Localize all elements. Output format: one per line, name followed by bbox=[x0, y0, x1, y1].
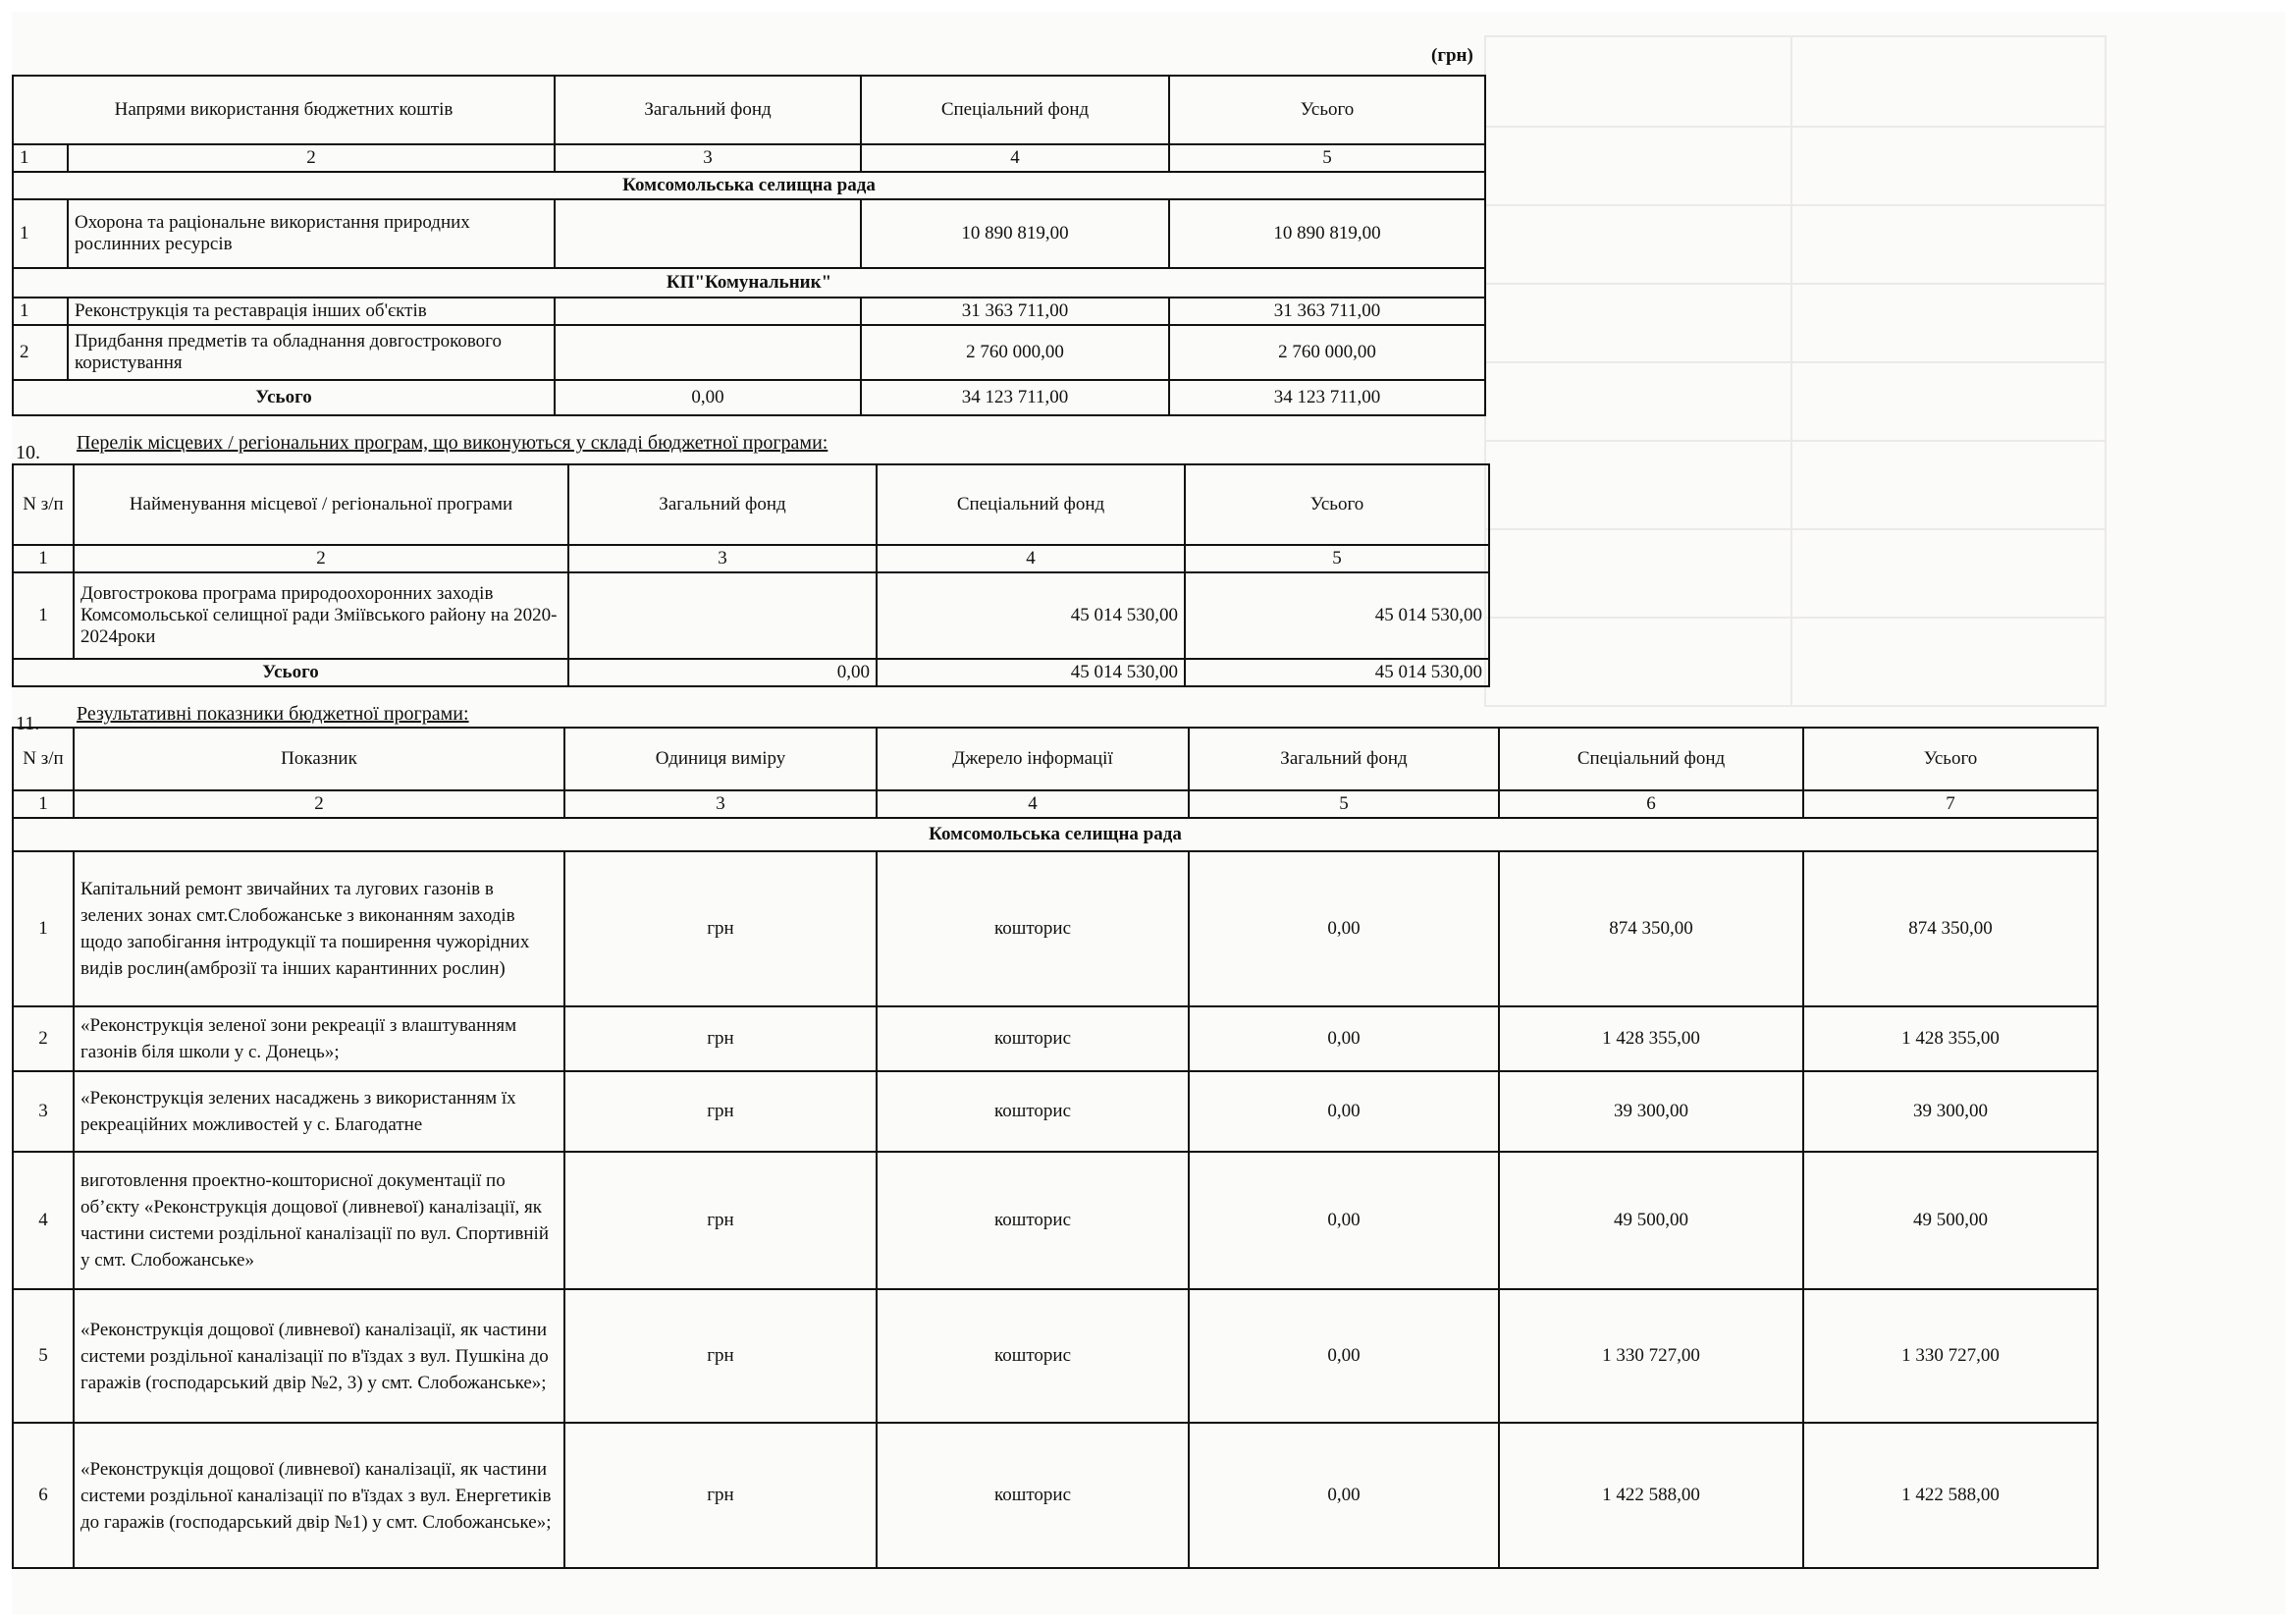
row-total: 45 014 530,00 bbox=[1185, 572, 1489, 659]
row-number: 1 bbox=[13, 298, 68, 325]
header-total: Усього bbox=[1185, 464, 1489, 545]
total-label: Усього bbox=[13, 659, 568, 686]
column-number-row bbox=[13, 545, 1489, 572]
header-number: N з/п bbox=[13, 728, 74, 790]
col-number: 4 bbox=[877, 545, 1185, 572]
header-total: Усього bbox=[1803, 728, 2098, 790]
table-row bbox=[13, 1289, 2098, 1423]
column-number-row bbox=[13, 144, 1485, 172]
table-header-row bbox=[13, 728, 2098, 790]
col-number: 3 bbox=[555, 144, 861, 172]
group-title: КП"Комунальник" bbox=[13, 268, 1485, 298]
section-11-number: 11. bbox=[16, 713, 40, 734]
header-general-fund: Загальний фонд bbox=[1189, 728, 1499, 790]
row-special: 45 014 530,00 bbox=[877, 572, 1185, 659]
row-general bbox=[555, 298, 861, 325]
table-row bbox=[13, 199, 1485, 268]
header-program-name: Найменування місцевої / регіональної програми bbox=[74, 464, 568, 545]
row-unit: грн bbox=[564, 1423, 877, 1568]
row-general bbox=[568, 572, 877, 659]
row-name: Довгострокова програма природоохоронних заходів Комсомольської селищної ради Змiївського району на 2020-2024роки bbox=[74, 572, 568, 659]
row-special: 10 890 819,00 bbox=[861, 199, 1169, 268]
row-source: кошторис bbox=[877, 1289, 1189, 1423]
row-number: 5 bbox=[13, 1289, 74, 1423]
group-title-row bbox=[13, 172, 1485, 199]
table-row bbox=[13, 1006, 2098, 1071]
row-source: кошторис bbox=[877, 1152, 1189, 1289]
col-number: 3 bbox=[568, 545, 877, 572]
row-general: 0,00 bbox=[1189, 851, 1499, 1006]
col-number: 2 bbox=[74, 545, 568, 572]
row-name: Капітальний ремонт звичайних та лугових газонів в зелених зонах смт.Слобожанське з виконанням заходів щодо запобігання інтродукції та поширення чужорідних видів рослин(амброзії та інших карантинних рослин) bbox=[74, 851, 564, 1006]
regional-programs-table bbox=[12, 463, 1490, 687]
performance-indicators-table bbox=[12, 727, 2099, 1569]
row-unit: грн bbox=[564, 1152, 877, 1289]
col-number: 3 bbox=[564, 790, 877, 818]
col-number: 2 bbox=[68, 144, 555, 172]
row-special: 874 350,00 bbox=[1499, 851, 1803, 1006]
group-title: Комсомольська селищна рада bbox=[13, 172, 1485, 199]
total-total: 34 123 711,00 bbox=[1169, 380, 1485, 415]
row-number: 1 bbox=[13, 199, 68, 268]
col-number: 1 bbox=[13, 790, 74, 818]
row-number: 2 bbox=[13, 1006, 74, 1071]
table-row bbox=[13, 298, 1485, 325]
col-number: 1 bbox=[13, 545, 74, 572]
row-source: кошторис bbox=[877, 1423, 1189, 1568]
total-row bbox=[13, 659, 1489, 686]
header-directions: Напрями використання бюджетних коштів bbox=[13, 76, 555, 144]
total-general: 0,00 bbox=[568, 659, 877, 686]
row-total: 1 428 355,00 bbox=[1803, 1006, 2098, 1071]
table-row bbox=[13, 1071, 2098, 1152]
row-special: 2 760 000,00 bbox=[861, 325, 1169, 380]
col-number: 6 bbox=[1499, 790, 1803, 818]
bleed-through-table bbox=[1484, 35, 2107, 707]
col-number: 5 bbox=[1185, 545, 1489, 572]
row-name: «Реконструкція дощової (ливневої) каналізації, як частини системи роздільної каналізації по в'їздах з вул. Енергетиків до гаражів (господарський двір №1) у смт. Слобожанське»; bbox=[74, 1423, 564, 1568]
total-general: 0,00 bbox=[555, 380, 861, 415]
row-number: 4 bbox=[13, 1152, 74, 1289]
table-header-row bbox=[13, 76, 1485, 144]
col-number: 7 bbox=[1803, 790, 2098, 818]
table-row bbox=[13, 1152, 2098, 1289]
row-name: «Реконструкція дощової (ливневої) каналізації, як частини системи роздільної каналізації по в'їздах з вул. Пушкіна до гаражів (господарський двір №2, 3) у смт. Слобожанське»; bbox=[74, 1289, 564, 1423]
group-title: Комсомольська селищна рада bbox=[13, 818, 2098, 851]
row-source: кошторис bbox=[877, 1006, 1189, 1071]
row-name: виготовлення проектно-кошторисної документації по об’єкту «Реконструкція дощової (ливневої) каналізації, як частини системи роздільної каналізації по вул. Спортивній у смт. Слобожанське» bbox=[74, 1152, 564, 1289]
row-name: «Реконструкція зелених насаджень з використанням їх рекреаційних можливостей у с. Благодатне bbox=[74, 1071, 564, 1152]
table-row bbox=[13, 1423, 2098, 1568]
col-number: 1 bbox=[13, 144, 68, 172]
col-number: 4 bbox=[861, 144, 1169, 172]
header-special-fund: Спеціальний фонд bbox=[1499, 728, 1803, 790]
row-special: 39 300,00 bbox=[1499, 1071, 1803, 1152]
row-number: 2 bbox=[13, 325, 68, 380]
header-special-fund: Спеціальний фонд bbox=[861, 76, 1169, 144]
table-row bbox=[13, 851, 2098, 1006]
row-general: 0,00 bbox=[1189, 1006, 1499, 1071]
row-unit: грн bbox=[564, 1289, 877, 1423]
column-number-row bbox=[13, 790, 2098, 818]
row-number: 1 bbox=[13, 572, 74, 659]
section-11-title: Результативні показники бюджетної програми: bbox=[77, 703, 469, 725]
total-special: 45 014 530,00 bbox=[877, 659, 1185, 686]
table-row bbox=[13, 325, 1485, 380]
row-unit: грн bbox=[564, 1006, 877, 1071]
row-source: кошторис bbox=[877, 851, 1189, 1006]
row-total: 874 350,00 bbox=[1803, 851, 2098, 1006]
row-number: 6 bbox=[13, 1423, 74, 1568]
row-general: 0,00 bbox=[1189, 1071, 1499, 1152]
table-row bbox=[13, 572, 1489, 659]
header-general-fund: Загальний фонд bbox=[568, 464, 877, 545]
header-special-fund: Спеціальний фонд bbox=[877, 464, 1185, 545]
section-10-title: Перелік місцевих / регіональних програм, що виконуються у складі бюджетної програми: bbox=[77, 432, 828, 454]
header-unit: Одиниця виміру bbox=[564, 728, 877, 790]
row-number: 3 bbox=[13, 1071, 74, 1152]
total-special: 34 123 711,00 bbox=[861, 380, 1169, 415]
row-name: «Реконструкція зеленої зони рекреації з влаштуванням газонів біля школи у с. Донець»; bbox=[74, 1006, 564, 1071]
row-special: 1 422 588,00 bbox=[1499, 1423, 1803, 1568]
row-name: Реконструкція та реставрація інших об'єктів bbox=[68, 298, 555, 325]
header-number: N з/п bbox=[13, 464, 74, 545]
row-number: 1 bbox=[13, 851, 74, 1006]
row-general: 0,00 bbox=[1189, 1289, 1499, 1423]
row-special: 1 428 355,00 bbox=[1499, 1006, 1803, 1071]
row-total: 31 363 711,00 bbox=[1169, 298, 1485, 325]
header-total: Усього bbox=[1169, 76, 1485, 144]
currency-unit-label: (грн) bbox=[1431, 45, 1473, 66]
col-number: 2 bbox=[74, 790, 564, 818]
row-general: 0,00 bbox=[1189, 1152, 1499, 1289]
header-indicator: Показник bbox=[74, 728, 564, 790]
row-general: 0,00 bbox=[1189, 1423, 1499, 1568]
total-total: 45 014 530,00 bbox=[1185, 659, 1489, 686]
total-label: Усього bbox=[13, 380, 555, 415]
row-general bbox=[555, 325, 861, 380]
group-title-row bbox=[13, 268, 1485, 298]
row-unit: грн bbox=[564, 851, 877, 1006]
table-header-row bbox=[13, 464, 1489, 545]
row-total: 49 500,00 bbox=[1803, 1152, 2098, 1289]
row-total: 39 300,00 bbox=[1803, 1071, 2098, 1152]
col-number: 5 bbox=[1169, 144, 1485, 172]
col-number: 4 bbox=[877, 790, 1189, 818]
row-name: Охорона та раціональне використання природних рослинних ресурсів bbox=[68, 199, 555, 268]
row-special: 31 363 711,00 bbox=[861, 298, 1169, 325]
row-name: Придбання предметів та обладнання довгострокового користування bbox=[68, 325, 555, 380]
row-total: 1 422 588,00 bbox=[1803, 1423, 2098, 1568]
section-10-number: 10. bbox=[16, 442, 40, 463]
row-source: кошторис bbox=[877, 1071, 1189, 1152]
total-row bbox=[13, 380, 1485, 415]
row-special: 1 330 727,00 bbox=[1499, 1289, 1803, 1423]
row-total: 2 760 000,00 bbox=[1169, 325, 1485, 380]
row-total: 1 330 727,00 bbox=[1803, 1289, 2098, 1423]
header-general-fund: Загальний фонд bbox=[555, 76, 861, 144]
row-unit: грн bbox=[564, 1071, 877, 1152]
row-general bbox=[555, 199, 861, 268]
group-title-row bbox=[13, 818, 2098, 851]
row-total: 10 890 819,00 bbox=[1169, 199, 1485, 268]
col-number: 5 bbox=[1189, 790, 1499, 818]
budget-directions-table bbox=[12, 75, 1486, 416]
row-special: 49 500,00 bbox=[1499, 1152, 1803, 1289]
header-source: Джерело інформації bbox=[877, 728, 1189, 790]
